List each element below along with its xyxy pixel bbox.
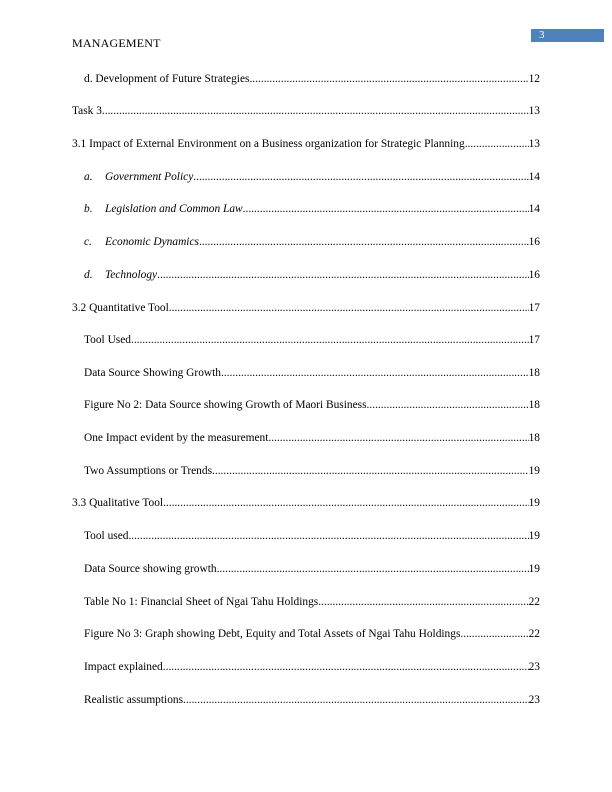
toc-entry-page: 16: [528, 236, 540, 248]
toc-leader: [318, 595, 528, 609]
toc-leader: [183, 693, 529, 707]
toc-entry-page: 17: [528, 302, 540, 314]
toc-entry[interactable]: [72, 301, 540, 315]
toc-leader: [163, 496, 529, 510]
toc-entry[interactable]: [84, 202, 540, 216]
toc-entry-page: 18: [528, 399, 540, 411]
toc-entry[interactable]: [84, 660, 540, 674]
toc-entry[interactable]: [72, 104, 540, 118]
toc-entry-page: 13: [528, 105, 540, 117]
toc-entry[interactable]: [84, 398, 540, 412]
toc-entry-label: Data Source showing growth: [84, 563, 217, 575]
toc-entry-label: 3.3 Qualitative Tool: [72, 497, 164, 509]
toc-leader: [102, 104, 529, 118]
toc-leader: [212, 464, 529, 478]
toc-entry-page: 22: [528, 596, 540, 608]
toc-entry-label: Government Policy: [105, 171, 194, 183]
toc-entry-page: 19: [528, 563, 540, 575]
toc-entry-label: Realistic assumptions: [84, 694, 184, 706]
page-number-box: [531, 29, 604, 42]
toc-entry[interactable]: [84, 693, 540, 707]
running-header-title: MANAGEMENT: [72, 36, 161, 50]
toc-entry-page: 16: [528, 269, 540, 281]
toc-entry-page: 14: [528, 171, 540, 183]
toc-entry-page: 19: [528, 465, 540, 477]
toc-leader: [169, 301, 529, 315]
toc-entry[interactable]: [84, 170, 540, 184]
toc-entry-label: Task 3: [72, 105, 102, 117]
toc-leader: [128, 529, 528, 543]
toc-entry-marker: a.: [84, 171, 93, 183]
toc-entry[interactable]: [84, 562, 540, 576]
toc-entry-page: 19: [528, 530, 540, 542]
toc-leader: [249, 72, 528, 86]
toc-leader: [367, 398, 529, 412]
toc-entry-page: 22: [528, 628, 540, 640]
toc-entry[interactable]: [84, 333, 540, 347]
toc-entry-label: Figure No 2: Data Source showing Growth of Maori Business: [84, 399, 367, 411]
toc-entry-label: Technology: [105, 269, 158, 281]
toc-entry-label: 3.1 Impact of External Environment on a Business organization for Strategic Planning: [72, 138, 465, 150]
toc-entry[interactable]: [84, 366, 540, 380]
toc-leader: [221, 366, 529, 380]
toc-entry-page: 14: [528, 203, 540, 215]
toc-leader: [157, 268, 529, 282]
toc-entry-label: Data Source Showing Growth: [84, 367, 221, 379]
toc-entry-label: Legislation and Common Law: [105, 203, 243, 215]
toc-leader: [268, 431, 528, 445]
toc-entry-page: 23: [528, 694, 540, 706]
toc-entry[interactable]: [84, 268, 540, 282]
toc-entry-page: 13: [528, 138, 540, 150]
toc-entry-label: 3.2 Quantitative Tool: [72, 302, 169, 314]
toc-entry-label: Economic Dynamics: [105, 236, 199, 248]
toc-entry[interactable]: [84, 235, 540, 249]
toc-entry-page: 12: [528, 73, 540, 85]
toc-leader: [465, 137, 529, 151]
toc-entry-page: 17: [528, 334, 540, 346]
toc-leader: [217, 562, 529, 576]
toc-leader: [243, 202, 529, 216]
toc-entry-marker: c.: [84, 236, 92, 248]
toc-entry-label: Impact explained: [84, 661, 163, 673]
toc-entry-label: Tool Used: [84, 334, 131, 346]
toc-entry-label: Table No 1: Financial Sheet of Ngai Tahu Holdings: [84, 596, 319, 608]
toc-entry[interactable]: [84, 431, 540, 445]
toc-entry[interactable]: [84, 72, 540, 86]
toc-entry[interactable]: [72, 137, 540, 151]
toc-entry[interactable]: [84, 595, 540, 609]
toc-entry-label: Figure No 3: Graph showing Debt, Equity and Total Assets of Ngai Tahu Holdings: [84, 628, 461, 640]
toc-entry[interactable]: [84, 627, 540, 641]
toc-entry-page: 19: [528, 497, 540, 509]
toc-leader: [193, 170, 528, 184]
toc-entry-page: 18: [528, 432, 540, 444]
toc-entry-label: Tool used: [84, 530, 129, 542]
toc-entry-label: d. Development of Future Strategies: [84, 73, 250, 85]
toc-leader: [131, 333, 529, 347]
toc-entry-page: 23: [528, 661, 540, 673]
page-number: 3: [539, 29, 545, 41]
toc-entry-marker: d.: [84, 269, 93, 281]
toc-leader: [163, 660, 529, 674]
toc-entry[interactable]: [84, 529, 540, 543]
toc-entry-page: 18: [528, 367, 540, 379]
toc-leader: [460, 627, 528, 641]
toc-leader: [199, 235, 529, 249]
toc-entry-label: One Impact evident by the measurement: [84, 432, 269, 444]
toc-entry-label: Two Assumptions or Trends: [84, 465, 213, 477]
toc-entry[interactable]: [72, 496, 540, 510]
toc-entry-marker: b.: [84, 203, 93, 215]
toc-entry[interactable]: [84, 464, 540, 478]
